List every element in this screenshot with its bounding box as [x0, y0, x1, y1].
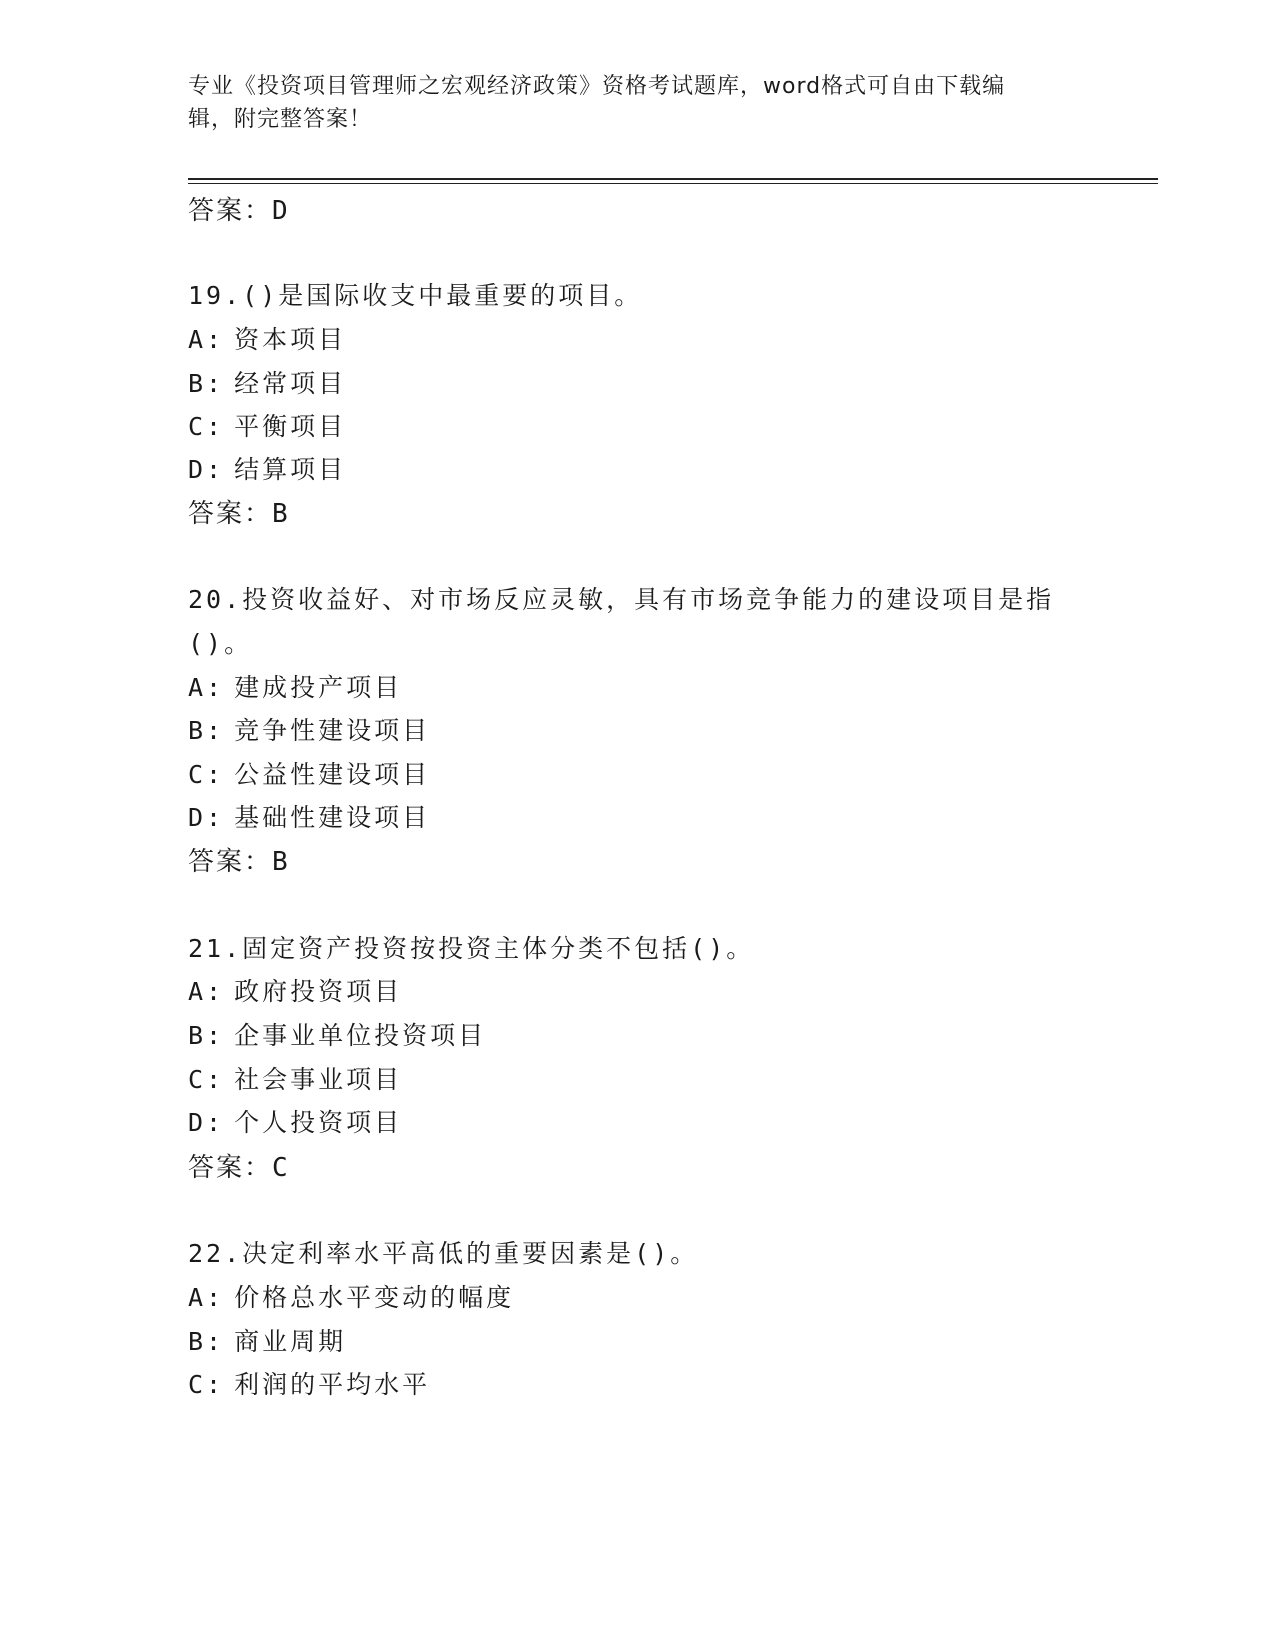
option-a — [188, 320, 346, 356]
answer-value: D — [272, 196, 290, 226]
option-a — [188, 1278, 514, 1314]
option-letter: B: — [188, 1327, 225, 1356]
option-letter: D: — [188, 455, 225, 484]
option-text: 社会事业项目 — [234, 1065, 403, 1094]
option-text: 基础性建设项目 — [234, 803, 431, 832]
option-letter: B: — [188, 1021, 225, 1050]
question-text: 19.()是国际收支中最重要的项目。 — [188, 281, 643, 310]
option-d — [188, 450, 346, 486]
option-b — [188, 1016, 486, 1052]
header-divider-thin — [188, 183, 1158, 184]
option-text: 企事业单位投资项目 — [234, 1021, 487, 1050]
option-letter: A: — [188, 1283, 225, 1312]
option-text: 经常项目 — [234, 369, 347, 398]
option-b — [188, 711, 430, 747]
option-letter: C: — [188, 412, 225, 441]
option-text: 利润的平均水平 — [234, 1370, 431, 1399]
option-a — [188, 668, 402, 704]
option-text: 个人投资项目 — [234, 1108, 403, 1137]
document-header — [188, 70, 1088, 136]
option-a — [188, 972, 402, 1008]
answer-label: 答案： — [188, 499, 273, 529]
answer-value: C — [272, 1153, 290, 1183]
answer-value: B — [272, 847, 290, 877]
answer-label: 答案： — [188, 196, 273, 226]
option-d — [188, 798, 430, 834]
option-letter: B: — [188, 369, 225, 398]
option-letter: A: — [188, 977, 225, 1006]
option-letter: B: — [188, 716, 225, 745]
option-text: 建成投产项目 — [234, 673, 403, 702]
option-text: 平衡项目 — [234, 412, 347, 441]
question-text: 22.决定利率水平高低的重要因素是()。 — [188, 1239, 699, 1268]
option-b — [188, 364, 346, 400]
header-divider — [188, 178, 1158, 180]
option-text: 商业周期 — [234, 1327, 347, 1356]
answer-line — [188, 1147, 290, 1184]
answer-line — [188, 493, 290, 530]
option-letter: C: — [188, 1370, 225, 1399]
answer-label: 答案： — [188, 1153, 273, 1183]
option-b — [188, 1322, 346, 1358]
option-letter: C: — [188, 1065, 225, 1094]
question-text: 20.投资收益好、对市场反应灵敏，具有市场竞争能力的建设项目是指 — [188, 585, 1055, 614]
header-line-1: 专业《投资项目管理师之宏观经济政策》资格考试题库，word格式可自由下载编 — [188, 74, 1006, 99]
option-text: 政府投资项目 — [234, 977, 403, 1006]
option-letter: D: — [188, 803, 225, 832]
option-letter: D: — [188, 1108, 225, 1137]
option-text: 价格总水平变动的幅度 — [234, 1283, 515, 1312]
answer-label: 答案： — [188, 847, 273, 877]
option-c — [188, 1060, 402, 1096]
answer-line — [188, 190, 290, 227]
option-text: 公益性建设项目 — [234, 760, 431, 789]
answer-value: B — [272, 499, 290, 529]
option-c — [188, 1365, 430, 1401]
option-letter: C: — [188, 760, 225, 789]
question-text-continued: ()。 — [188, 629, 253, 658]
option-text: 竞争性建设项目 — [234, 716, 431, 745]
option-d — [188, 1103, 402, 1139]
option-letter: A: — [188, 673, 225, 702]
answer-line — [188, 841, 290, 878]
question-text: 21.固定资产投资按投资主体分类不包括()。 — [188, 934, 755, 963]
option-text: 结算项目 — [234, 455, 347, 484]
option-text: 资本项目 — [234, 325, 347, 354]
header-line-2: 辑，附完整答案！ — [188, 107, 373, 132]
option-c — [188, 755, 430, 791]
option-c — [188, 407, 346, 443]
option-letter: A: — [188, 325, 225, 354]
